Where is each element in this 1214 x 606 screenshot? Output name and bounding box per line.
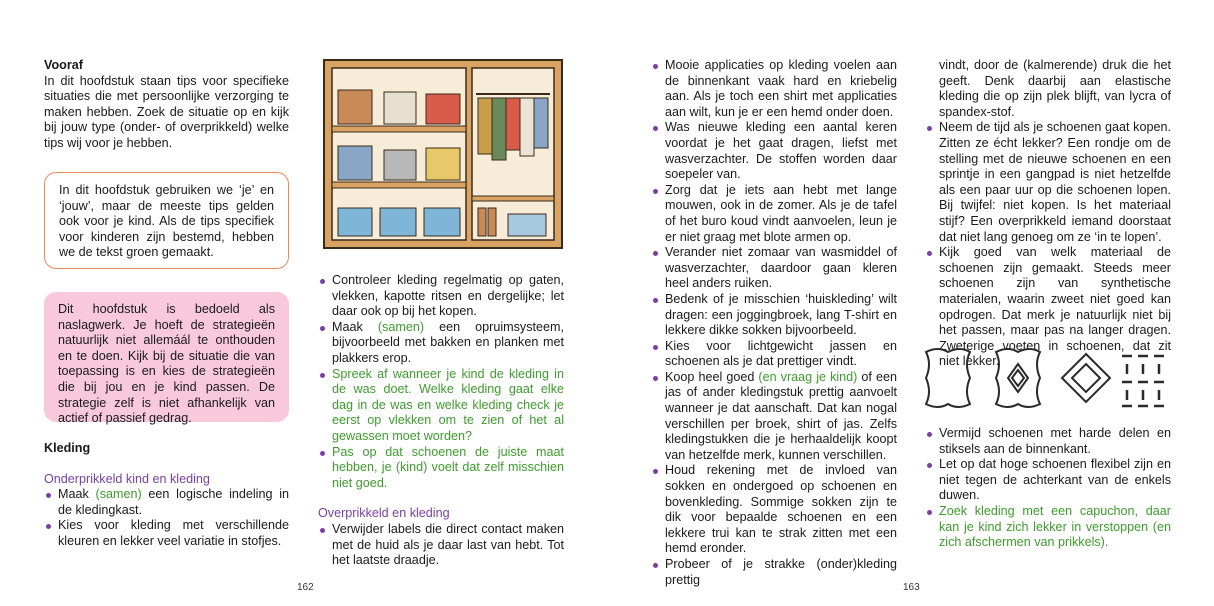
overprikkeld-list: [318, 522, 564, 569]
schoenen-tips-list: [925, 120, 1171, 370]
list-item: Maak (samen) een opruimsysteem, bijvoorbeeld met bakken en planken met plakkers erop.: [318, 320, 564, 367]
right-column-2-bottom: [925, 426, 1171, 551]
list-item: Controleer kleding regelmatig op gaten, vlekken, kapotte ritsen en dergelijke; let daar ook op bij het kopen.: [318, 273, 564, 320]
list-item: Kijk goed van welk materiaal de schoenen zijn gemaakt. Steeds meer schoenen zijn van synthetische materialen, waarin zweet niet goed kan opdrogen. Dat merk je natuurlijk niet bij het passen, maar pas na langer dragen. Zweterige voeten in schoenen, dat zit niet lekker.: [925, 245, 1171, 370]
list-item: Let op dat hoge schoenen flexibel zijn en niet tegen de achterkant van de enkels duwen.: [925, 457, 1171, 504]
list-item: Zorg dat je iets aan hebt met lange mouwen, ook in de zomer. Als je de tafel of het buro koud vindt aanvoelen, leun je er niet graag met blote armen op.: [651, 183, 897, 245]
page-number-left: 162: [297, 582, 314, 593]
list-item: Pas op dat schoenen de juiste maat hebben, je (kind) voelt dat zelf misschien niet goed.: [318, 445, 564, 492]
list-item: Probeer of je strakke (onder)kleding prettig: [651, 557, 897, 588]
schoenen-tips-list-2: [925, 426, 1171, 551]
list-item: Verander niet zomaar van wasmiddel of wasverzachter, daardoor gaan kleren heel anders ruiken.: [651, 245, 897, 292]
list-item: Verwijder labels die direct contact maken met de huid als je daar last van hebt. Tot het laatste draadje.: [318, 522, 564, 569]
list-item: Kies voor kleding met verschillende kleuren en lekker veel variatie in stofjes.: [44, 518, 289, 549]
wardrobe-illustration: [322, 58, 564, 250]
material-swatches-illustration: [918, 344, 1174, 412]
list-item: Neem de tijd als je schoenen gaat kopen. Zitten ze écht lekker? Een rondje om de stelling met de nieuwe schoenen en een sprintje in een gangpad is niet hetzelfde als een paar uur op die schoenen lopen. Bij twijfel: niet kopen. Is het materiaal stijf? Een overprikkeld iemand doorstaat dat niet lang genoeg om ze ‘in te lopen’.: [925, 120, 1171, 245]
list-item: Was nieuwe kleding een aantal keren voordat je het gaat dragen, liefst met wasverzachter. De stoffen worden daar soepeler van.: [651, 120, 897, 182]
continued-text: vindt, door de (kalmerende) druk die het geeft. Denk daarbij aan elastische kleding die op zijn plek blijft, van lycra of spandex-stof.: [939, 58, 1171, 119]
right-column-2: [925, 58, 1171, 370]
list-item: Kies voor lichtgewicht jassen en schoenen als je dat prettiger vindt.: [651, 339, 897, 370]
pink-box-text: Dit hoofdstuk is bedoeld als naslagwerk. Je hoeft de strategieën natuurlijk niet allemáál te onthouden en te doen. Kijk bij de situatie die van toepassing is en kies de strategieën die bij jou en je kind passen. De strategie zelf is niet afhankelijk van actief of passief gedrag.: [58, 302, 275, 426]
kleding-section: [44, 441, 289, 550]
info-box-green-text-note: [44, 172, 289, 269]
right-column-1: [651, 58, 897, 588]
page-number-right: 163: [903, 582, 920, 593]
overprikkeld-tips-list: [651, 58, 897, 588]
list-item: Maak (samen) een logische indeling in de kledingkast.: [44, 487, 289, 518]
onderprikkeld-list: [44, 487, 289, 549]
intro-section: [44, 58, 289, 152]
info-box-text: In dit hoofdstuk gebruiken we ‘je’ en ‘jouw’, maar de meeste tips gelden ook voor je kind. Als de tips specifiek voor kinderen zijn bestemd, hebben we de tekst groen gemaakt.: [59, 183, 274, 260]
list-item: Zoek kleding met een capuchon, daar kan je kind zich lekker in verstoppen (en zich afschermen van prikkels).: [925, 504, 1171, 551]
middle-column: [318, 273, 564, 569]
list-item: Vermijd schoenen met harde delen en stiksels aan de binnenkant.: [925, 426, 1171, 457]
list-item: Spreek af wanneer je kind de kleding in de was doet. Welke kleding gaat elke dag in de was en welke kleding check je eerst op vlekken om te zien of het al gewassen moet worden?: [318, 367, 564, 445]
info-box-reference-note: [44, 292, 289, 426]
list-item: Houd rekening met de invloed van sokken en ondergoed op schoenen en bovenkleding. Sommige sokken zijn te dik voor bepaalde schoenen en een lekkere trui kan te strak zitten met een hemd eronder.: [651, 463, 897, 557]
kleding-tips-list: [318, 273, 564, 491]
list-item: Mooie applicaties op kleding voelen aan de binnenkant vaak hard en kriebelig aan. Als je toch een shirt met applicaties aan wilt, kun je er een hemd onder doen.: [651, 58, 897, 120]
onderprikkeld-title: Onderprikkeld kind en kleding: [44, 471, 210, 486]
list-item: Bedenk of je misschien ‘huiskleding’ wilt dragen: een joggingbroek, lang T-shirt en lekkere dikke sokken bijvoorbeeld.: [651, 292, 897, 339]
kleding-title: Kleding: [44, 441, 91, 455]
vooraf-text: In dit hoofdstuk staan tips voor specifieke situaties die met persoonlijke verzorging te maken hebben. Zoek de situatie op en kijk bij jouw type (onder- of overprikkeld) welke tips wij voor je hebben.: [44, 73, 289, 150]
vooraf-title: Vooraf: [44, 58, 83, 72]
list-item: Koop heel goed (en vraag je kind) of een jas of ander kledingstuk prettig aanvoelt wanneer je dat aanschaft. Dat kan nogal verschillen per broek, shirt of jas. Zelfs kledingstukken die je herhaaldelijk koopt van hetzelfde merk, kunnen verschillen.: [651, 370, 897, 464]
overprikkeld-title: Overprikkeld en kleding: [318, 506, 450, 521]
